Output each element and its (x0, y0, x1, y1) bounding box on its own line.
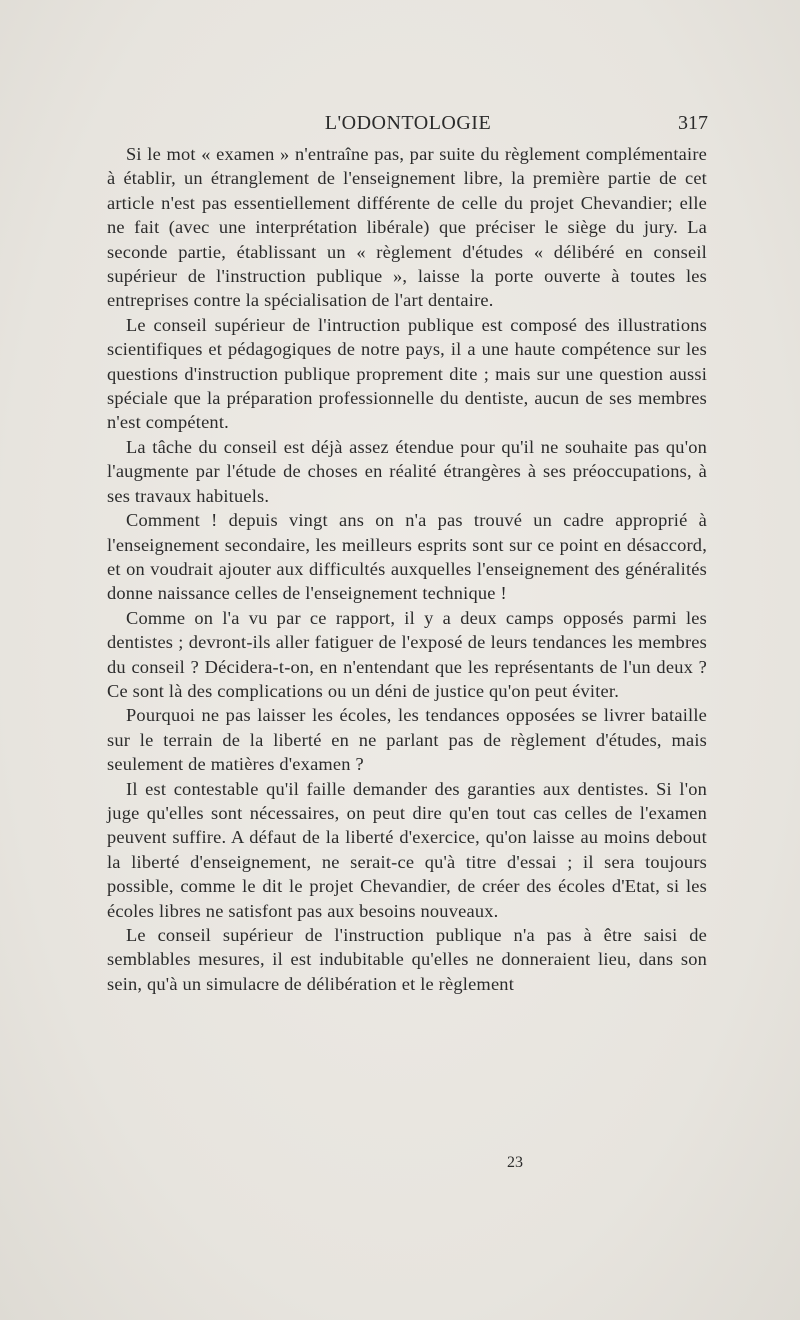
paragraph: Comment ! depuis vingt ans on n'a pas trouvé un cadre approprié à l'enseignement secondaire, les meilleurs esprits sont sur ce point en désaccord, et on voudrait ajouter aux difficultés auxquelles l'enseignement des généralités donne naissance celles de l'enseignement technique ! (107, 510, 707, 604)
paragraph: Comme on l'a vu par ce rapport, il y a deux camps opposés parmi les dentistes ; devront-ils aller fatiguer de l'exposé de leurs tendances les membres du conseil ? Décidera-t-on, en n'entendant que les représentants de l'un deux ? Ce sont là des complications ou un déni de justice qu'on peut éviter. (107, 607, 707, 701)
signature-mark: 23 (507, 1154, 523, 1171)
paragraph: Le conseil supérieur de l'intruction publique est composé des illustrations scientifiques et pédagogiques de notre pays, il a une haute compétence sur les questions d'instruction publique proprement dite ; mais sur une question aussi spéciale que la préparation professionnelle du dentiste, aucun de ses membres n'est compétent. (107, 314, 707, 433)
paragraph: Si le mot « examen » n'entraîne pas, par suite du règlement complémentaire à établir, un étranglement de l'enseignement libre, la première partie de cet article n'est pas essentiellement différente de celle du projet Chevandier; elle ne fait (avec une interprétation libérale) que préciser le siège du jury. La seconde partie, établissant un « règlement d'études « délibéré en conseil supérieur de l'instruction publique », laisse la porte ouverte à toutes les entreprises contre la spécialisation de l'art dentaire. (107, 144, 707, 311)
running-title: L'ODONTOLOGIE (324, 112, 492, 134)
page-number: 317 (678, 112, 708, 134)
paragraph: La tâche du conseil est déjà assez étendue pour qu'il ne souhaite pas qu'on l'augmente par l'étude de choses en réalité étrangères à ses préoccupations, à ses travaux habituels. (107, 436, 707, 506)
paragraph: Il est contestable qu'il faille demander des garanties aux dentistes. Si l'on juge qu'elles sont nécessaires, on peut dire qu'en tout cas celles de l'examen peuvent suffire. A défaut de la liberté d'exercice, qu'on laisse au moins debout la liberté d'enseignement, ne serait-ce qu'à titre d'essai ; il sera toujours possible, comme le dit le projet Chevandier, de créer des écoles d'Etat, si les écoles libres ne satisfont pas aux besoins nouveaux. (107, 778, 707, 921)
body-text (107, 142, 707, 996)
page-header (108, 112, 708, 140)
paragraph: Le conseil supérieur de l'instruction publique n'a pas à être saisi de semblables mesures, il est indubitable qu'elles ne donneraient lieu, dans son sein, qu'à un simulacre de délibération et le règlement (107, 925, 707, 994)
paragraph: Pourquoi ne pas laisser les écoles, les tendances opposées se livrer bataille sur le terrain de la liberté en ne parlant pas de règlement d'études, mais seulement de matières d'examen ? (107, 705, 707, 775)
